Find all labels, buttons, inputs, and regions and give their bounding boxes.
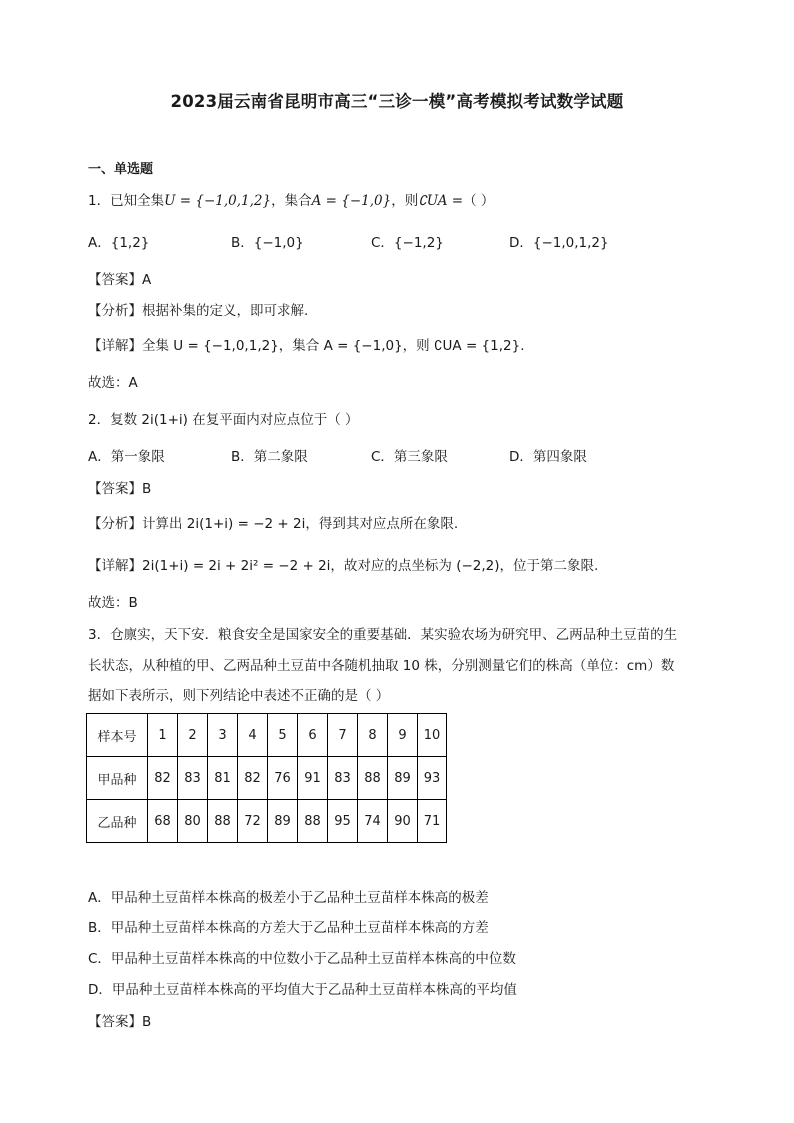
q2-option-b: B．第二象限 [231, 449, 308, 465]
page-title: 2023届云南省昆明市高三“三诊一模”高考模拟考试数学试题 [170, 92, 624, 111]
table-cell: 89 [268, 800, 298, 843]
table-cell: 93 [418, 757, 447, 800]
table-cell: 91 [298, 757, 328, 800]
q2-option-a: A．第一象限 [88, 449, 165, 465]
q1-choice: 故选：A [88, 375, 138, 391]
table-cell: 3 [208, 714, 238, 757]
analysis-tag: 【分析】 [88, 516, 142, 532]
q1-analysis-text: 根据补集的定义，即可求解. [142, 303, 309, 319]
q2-detail [88, 556, 598, 576]
q3-answer-value: B [142, 1014, 152, 1030]
table-cell: 4 [238, 714, 268, 757]
question-1-stem [88, 191, 494, 211]
q1-option-d: D．{−1,0,1,2} [509, 235, 609, 251]
q1-stem-mid: ，集合 [271, 193, 312, 209]
table-cell: 71 [418, 800, 447, 843]
question-2-stem: 2．复数 2i(1+i) 在复平面内对应点位于（ ） [88, 412, 359, 428]
q1-detail [88, 336, 525, 356]
q3-option-c: C．甲品种土豆苗样本株高的中位数小于乙品种土豆苗样本株高的中位数 [88, 951, 516, 967]
table-cell: 88 [208, 800, 238, 843]
q1-options [88, 233, 708, 253]
q3-answer [88, 1012, 151, 1032]
answer-tag: 【答案】 [88, 481, 142, 497]
table-cell: 81 [208, 757, 238, 800]
table-row-variety-b [87, 800, 447, 843]
q2-option-d: D．第四象限 [509, 449, 587, 465]
q1-stem-prefix: 1．已知全集 [88, 193, 165, 209]
table-cell: 1 [148, 714, 178, 757]
table-row-label: 乙品种 [87, 800, 148, 843]
table-cell: 72 [238, 800, 268, 843]
q1-stem-mid2: ，则 [391, 193, 419, 209]
table-cell: 68 [148, 800, 178, 843]
section-heading: 一、单选题 [88, 162, 154, 177]
q1-complement: ∁UA = [418, 193, 464, 209]
q1-option-c: C．{−1,2} [371, 235, 444, 251]
answer-tag: 【答案】 [88, 272, 142, 288]
question-3-stem-line-3: 据如下表所示，则下列结论中表述不正确的是（ ） [88, 688, 390, 704]
table-cell: 95 [328, 800, 358, 843]
table-header-row [87, 714, 447, 757]
q3-option-d: D．甲品种土豆苗样本株高的平均值大于乙品种土豆苗样本株高的平均值 [88, 982, 517, 998]
table-cell: 10 [418, 714, 447, 757]
q2-options [88, 447, 708, 467]
height-data-table [86, 713, 447, 843]
q1-detail-text: 全集 U = {−1,0,1,2}，集合 A = {−1,0}，则 ∁UA = {1,2}. [142, 338, 525, 354]
q2-analysis [88, 514, 458, 534]
q1-analysis [88, 301, 308, 321]
table-cell: 83 [328, 757, 358, 800]
q2-option-c: C．第三象限 [371, 449, 448, 465]
analysis-tag: 【分析】 [88, 303, 142, 319]
detail-tag: 【详解】 [88, 338, 142, 354]
q1-answer-value: A [142, 272, 152, 288]
q1-option-a: A．{1,2} [88, 235, 150, 251]
table-row-label: 甲品种 [87, 757, 148, 800]
q2-answer-value: B [142, 481, 152, 497]
q2-detail-text: 2i(1+i) = 2i + 2i² = −2 + 2i，故对应的点坐标为 (−2,2)，位于第二象限. [142, 558, 599, 574]
table-cell: 88 [358, 757, 388, 800]
table-cell: 9 [388, 714, 418, 757]
table-cell: 2 [178, 714, 208, 757]
q1-stem-end: （ ） [463, 193, 495, 209]
question-3-stem-line-2: 长状态，从种植的甲、乙两品种土豆苗中各随机抽取 10 株，分别测量它们的株高（单位：cm）数 [88, 658, 675, 674]
table-cell: 83 [178, 757, 208, 800]
detail-tag: 【详解】 [88, 558, 142, 574]
table-cell: 5 [268, 714, 298, 757]
q3-option-a: A．甲品种土豆苗样本株高的极差小于乙品种土豆苗样本株高的极差 [88, 890, 489, 906]
answer-tag: 【答案】 [88, 1014, 142, 1030]
q1-universal-set: U = {−1,0,1,2} [164, 193, 272, 209]
table-cell: 8 [358, 714, 388, 757]
table-cell: 6 [298, 714, 328, 757]
q1-answer [88, 270, 151, 290]
q3-option-b: B．甲品种土豆苗样本株高的方差大于乙品种土豆苗样本株高的方差 [88, 920, 489, 936]
table-cell: 82 [148, 757, 178, 800]
q2-choice: 故选：B [88, 595, 138, 611]
table-cell: 89 [388, 757, 418, 800]
q1-option-b: B．{−1,0} [231, 235, 304, 251]
q2-answer [88, 479, 151, 499]
table-row-variety-a [87, 757, 447, 800]
table-cell: 90 [388, 800, 418, 843]
table-header-label: 样本号 [87, 714, 148, 757]
question-3-stem-line-1: 3．仓廪实，天下安．粮食安全是国家安全的重要基础．某实验农场为研究甲、乙两品种土豆苗的生 [88, 627, 678, 643]
table-cell: 82 [238, 757, 268, 800]
table-cell: 88 [298, 800, 328, 843]
q2-analysis-text: 计算出 2i(1+i) = −2 + 2i，得到其对应点所在象限. [142, 516, 459, 532]
table-cell: 74 [358, 800, 388, 843]
table-cell: 7 [328, 714, 358, 757]
table-cell: 80 [178, 800, 208, 843]
q1-set-a: A = {−1,0} [311, 193, 392, 209]
table-cell: 76 [268, 757, 298, 800]
